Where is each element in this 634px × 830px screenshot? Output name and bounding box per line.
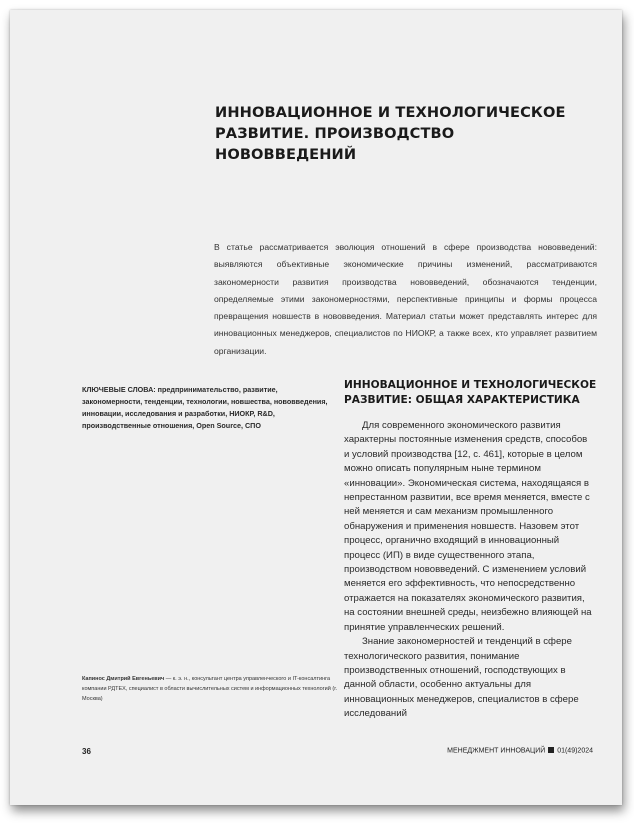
journal-name: МЕНЕДЖМЕНТ ИННОВАЦИЙ [447, 747, 546, 755]
article-abstract: В статье рассматривается эволюция отношений в сфере производства нововведений: выявляются объективные экономические причины изменений, рассматриваются закономерности развития производства нововведений, обозначаются тенденции, определяемые этими закономерностями, перспективные принципы и формы процесса превращения новшеств в нововведения. Материал статьи может представлять интерес для инновационных менеджеров, специалистов по НИОКР, а также всех, кто управляет развитием организации. [214, 242, 597, 356]
article-title: ИННОВАЦИОННОЕ И ТЕХНОЛОГИЧЕСКОЕ РАЗВИТИЕ. ПРОИЗВОДСТВО НОВОВВЕДЕНИЙ [215, 104, 566, 163]
keywords-block: КЛЮЧЕВЫЕ СЛОВА: предпринимательство, развитие, закономерности, тенденции, технологии, новшества, нововведения, инновации, исследования и разработки, НИОКР, R&D, производственные отношения, Open Source, СПО [82, 385, 328, 430]
body-paragraph: Для современного экономического развития характерны постоянные изменения средств, способов и условий производства [12, с. 461], которые в целом можно описать популярным ныне термином «инновации». Экономическая система, находящаяся в непрестанном развитии, все время меняется, вместе с ней меняется и сам механизм промышленного обнаружения и применения новшеств. Назовем этот процесс, органично входящий в инновационный процесс (ИП) в виде существенного этапа, производством нововведений. С изменением условий меняется его эффективность, что непосредственно отражается на показателях экономического развития, на состоянии внешней среды, неизбежно влияющей на принятие управленческих решений. [344, 420, 592, 633]
journal-footer [447, 747, 593, 755]
body-paragraph: Знание закономерностей и тенденций в сфере технологического развития, понимание производственных отношений, господствующих в данной области, особенно актуальны для инновационных менеджеров, специалистов в сфере исследований [344, 636, 579, 720]
page-number: 36 [82, 747, 91, 756]
square-separator-icon [548, 747, 554, 753]
journal-page [10, 10, 622, 805]
author-bio: — к. э. н., консультант центра управленческого и IT-консалтинга компании РДТЕХ, специалист в области вычислительных систем и информационных технологий (г. Москва) [82, 676, 338, 702]
author-name: Капинос Дмитрий Евгеньевич [82, 676, 165, 682]
section-heading: ИННОВАЦИОННОЕ И ТЕХНОЛОГИЧЕСКОЕ РАЗВИТИЕ: ОБЩАЯ ХАРАКТЕРИСТИКА [344, 379, 597, 406]
journal-issue: 01(49)2024 [557, 747, 593, 755]
body-column [344, 419, 594, 722]
author-note [82, 674, 338, 704]
